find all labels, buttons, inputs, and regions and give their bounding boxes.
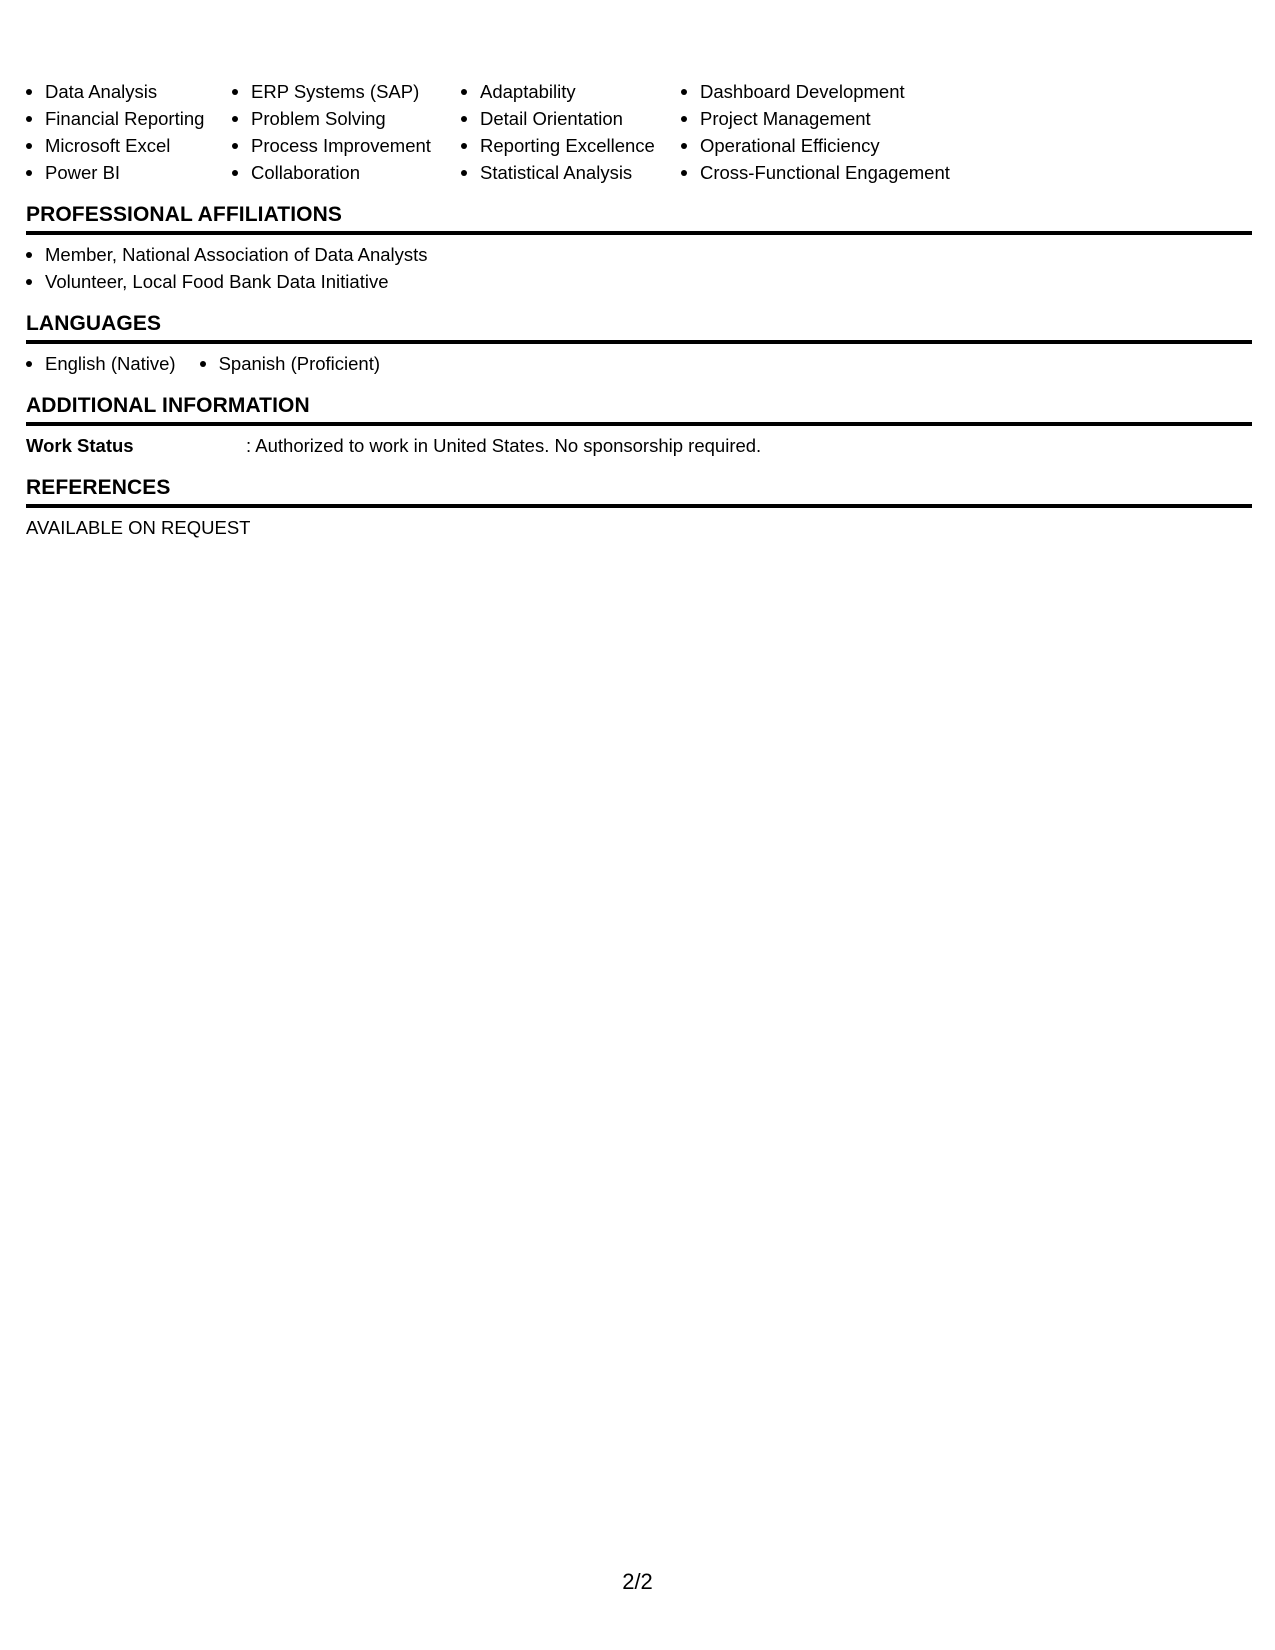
- skill-item: Reporting Excellence: [461, 132, 681, 159]
- skills-column-2: [232, 78, 461, 186]
- affiliation-item: Volunteer, Local Food Bank Data Initiative: [26, 268, 1252, 295]
- affiliations-section: [26, 202, 1252, 295]
- skills-grid: [26, 78, 1252, 186]
- languages-list: [26, 350, 1252, 377]
- additional-info-section: [26, 393, 1252, 459]
- skill-item: Data Analysis: [26, 78, 232, 105]
- languages-section: [26, 311, 1252, 377]
- references-text: AVAILABLE ON REQUEST: [26, 517, 251, 538]
- resume-page: [26, 78, 1252, 541]
- skills-column-4: [681, 78, 981, 186]
- section-heading: ADDITIONAL INFORMATION: [26, 393, 1252, 426]
- work-status-row: [26, 432, 1252, 459]
- language-item: Spanish (Proficient): [200, 350, 380, 377]
- skill-item: Financial Reporting: [26, 105, 232, 132]
- skill-item: Operational Efficiency: [681, 132, 981, 159]
- work-status-label: Work Status: [26, 435, 134, 456]
- skill-item: ERP Systems (SAP): [232, 78, 461, 105]
- skill-item: Detail Orientation: [461, 105, 681, 132]
- page-number: 2/2: [622, 1569, 653, 1594]
- skill-item: Dashboard Development: [681, 78, 981, 105]
- language-item: English (Native): [26, 350, 176, 377]
- skill-item: Process Improvement: [232, 132, 461, 159]
- skill-item: Project Management: [681, 105, 981, 132]
- section-heading: LANGUAGES: [26, 311, 1252, 344]
- skill-item: Cross-Functional Engagement: [681, 159, 981, 186]
- skill-item: Power BI: [26, 159, 232, 186]
- work-status-value: : Authorized to work in United States. No sponsorship required.: [246, 435, 762, 456]
- skill-item: Microsoft Excel: [26, 132, 232, 159]
- skills-column-1: [26, 78, 232, 186]
- section-heading: REFERENCES: [26, 475, 1252, 508]
- affiliation-item: Member, National Association of Data Analysts: [26, 241, 1252, 268]
- skill-item: Problem Solving: [232, 105, 461, 132]
- skills-column-3: [461, 78, 681, 186]
- affiliations-list: [26, 241, 1252, 295]
- skill-item: Collaboration: [232, 159, 461, 186]
- skill-item: Statistical Analysis: [461, 159, 681, 186]
- skill-item: Adaptability: [461, 78, 681, 105]
- references-section: [26, 475, 1252, 541]
- section-heading: PROFESSIONAL AFFILIATIONS: [26, 202, 1252, 235]
